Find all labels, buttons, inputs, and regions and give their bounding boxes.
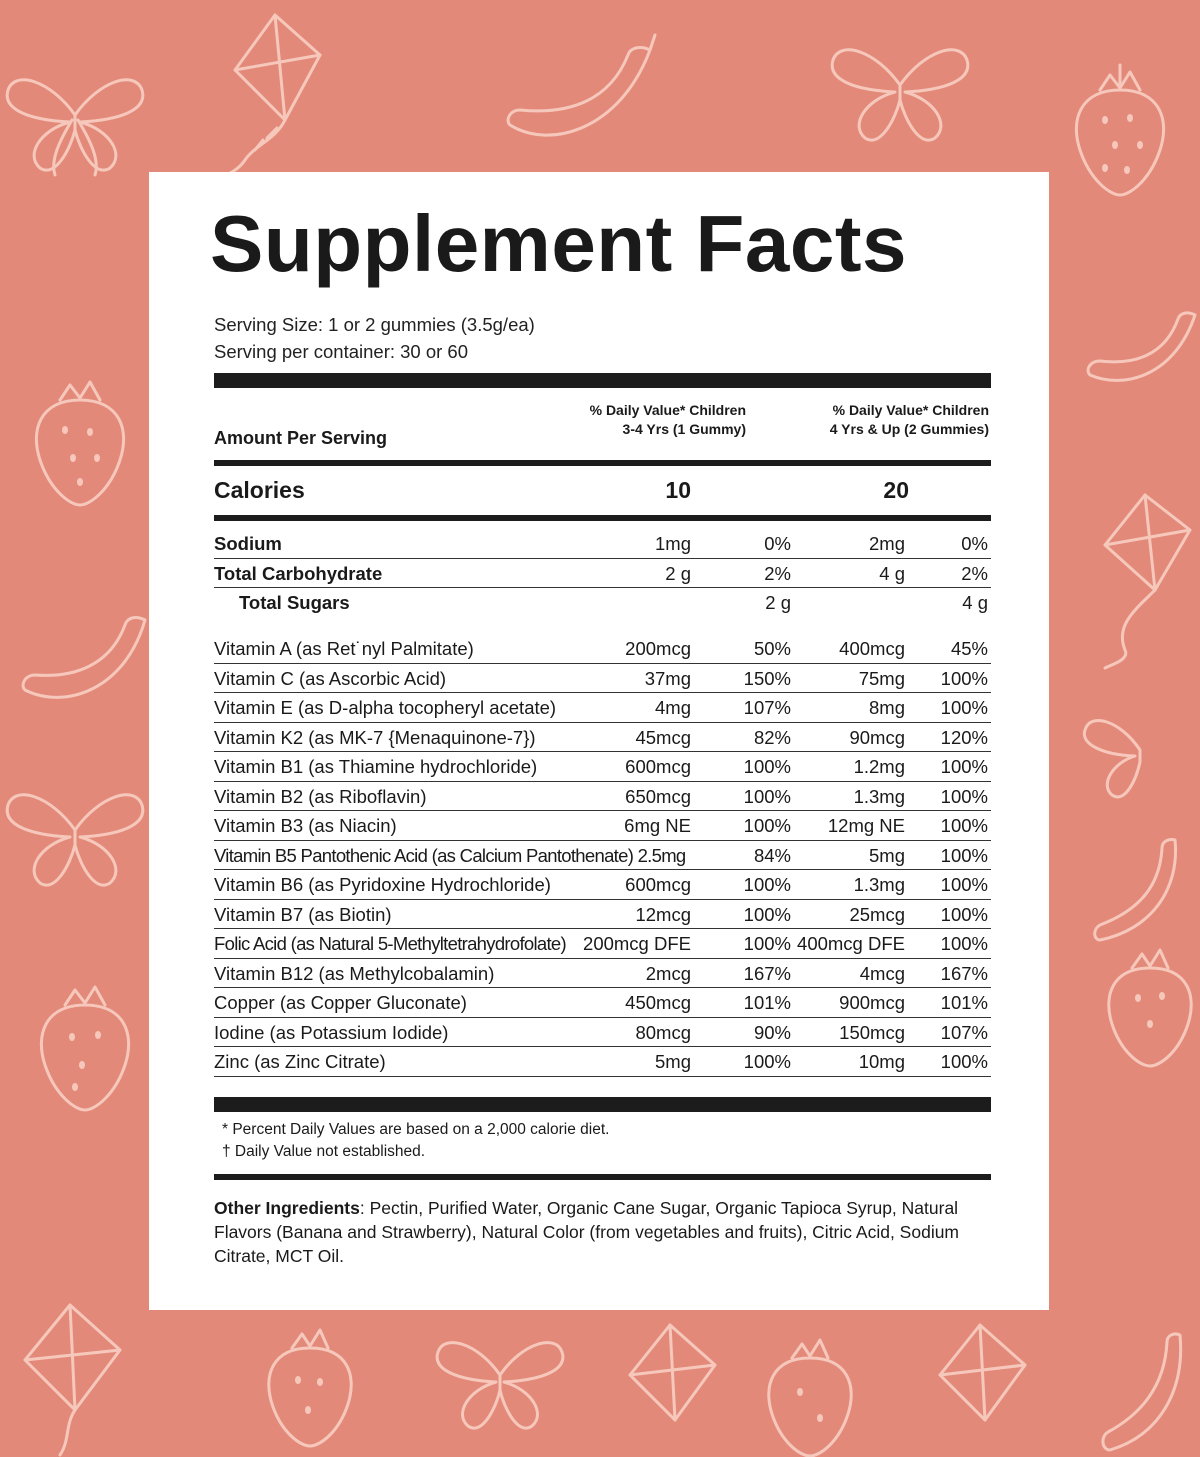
daily-value-4-yrs-up: 100%: [940, 1051, 988, 1072]
daily-value-3-4-yrs: 0%: [764, 533, 791, 554]
nutrient-name: Total Sugars: [239, 592, 350, 613]
amount-3-4-yrs: 600mcg: [625, 874, 691, 895]
daily-value-3-4-yrs: 2%: [764, 562, 791, 584]
nutrient-row: [214, 693, 991, 722]
amount-4-yrs-up: 2mg: [869, 533, 905, 554]
daily-value-3-4-yrs: 90%: [753, 1021, 791, 1043]
nutrient-name: Vitamin B1 (as Thiamine hydrochloride): [214, 756, 538, 777]
calories-value-b: 20: [883, 477, 909, 503]
amount-4-yrs-up: 400mcg: [839, 638, 905, 659]
nutrient-name: Vitamin E (as D-alpha tocopheryl acetate): [214, 697, 557, 718]
daily-value-4-yrs-up: 100%: [940, 844, 988, 866]
amount-3-4-yrs: 45mcg: [635, 726, 691, 748]
amount-per-serving-header: Amount Per Serving: [214, 428, 388, 448]
amount-3-4-yrs: 200mcg DFE: [583, 933, 691, 954]
daily-value-4-yrs-up: 100%: [940, 933, 988, 954]
daily-value-4-yrs-up: 120%: [940, 726, 988, 748]
amount-4-yrs-up: 1.3mg: [853, 874, 905, 895]
nutrient-row: [214, 752, 991, 781]
daily-value-3-4-yrs: 2 g: [765, 592, 791, 613]
daily-value-4-yrs-up: 0%: [961, 533, 988, 554]
daily-value-4-yrs-up: 100%: [940, 903, 988, 925]
daily-value-3-4-yrs: 100%: [743, 785, 791, 807]
amount-3-4-yrs: 1mg: [655, 533, 691, 554]
daily-value-3-4-yrs: 100%: [743, 815, 791, 836]
calories-value-a: 10: [665, 477, 691, 503]
daily-value-4-yrs-up: 45%: [950, 638, 988, 659]
amount-4-yrs-up: 1.2mg: [853, 756, 905, 777]
nutrient-name: Zinc (as Zinc Citrate): [214, 1051, 386, 1072]
footnote-percent-dv: * Percent Daily Values are based on a 2,000 calorie diet.: [222, 1121, 610, 1138]
amount-4-yrs-up: 4mcg: [859, 962, 905, 984]
nutrient-name: Vitamin K2 (as MK-7 {Menaquinone-7}): [214, 726, 536, 748]
nutrient-name: Total Carbohydrate: [214, 562, 383, 584]
strawberry-icon: [1100, 940, 1200, 1070]
nutrient-row: [214, 811, 991, 840]
banana-icon: [1080, 295, 1200, 395]
nutrient-name: Vitamin B3 (as Niacin): [214, 815, 397, 836]
strawberry-icon: [1065, 60, 1175, 200]
amount-4-yrs-up: 400mcg DFE: [797, 933, 905, 954]
butterfly-icon: [1080, 700, 1200, 810]
nutrient-name: Iodine (as Potassium Iodide): [214, 1021, 449, 1043]
serving-size: Serving Size: 1 or 2 gummies (3.5g/ea): [214, 314, 535, 335]
amount-3-4-yrs: 5mg: [655, 1051, 691, 1072]
nutrient-row: [214, 634, 991, 663]
ingredients-text: : Pectin, Purified Water, Organic Cane Sugar, Organic Tapioca Syrup, Natural Flavors (Banana and Strawberry), Natural Color (from vegetables and fruits), Citric Acid, Sodium Citrate, MCT Oil.: [214, 1198, 960, 1266]
daily-value-4-yrs-up: 107%: [940, 1021, 988, 1043]
nutrient-row: [214, 841, 991, 870]
amount-4-yrs-up: 4 g: [879, 562, 905, 584]
daily-value-4-yrs-up: 167%: [940, 962, 988, 984]
label-content: [210, 0, 991, 1457]
banana-icon: [15, 600, 155, 710]
nutrient-name: Folic Acid (as Natural 5-Methyltetrahydrofolate): [214, 933, 566, 954]
amount-3-4-yrs: 80mcg: [635, 1021, 691, 1043]
daily-value-3-4-yrs: 167%: [743, 962, 791, 984]
other-ingredients: [214, 1196, 991, 1268]
amount-4-yrs-up: 12mg NE: [827, 815, 905, 836]
nutrient-row: [214, 900, 991, 929]
medium-divider: [214, 515, 991, 521]
amount-3-4-yrs: 650mcg: [625, 785, 691, 807]
amount-3-4-yrs: 600mcg: [625, 756, 691, 777]
daily-value-3-4-yrs: 107%: [743, 697, 791, 718]
daily-value-3-4-yrs: 100%: [743, 933, 791, 954]
daily-value-4-yrs-up: 4 g: [962, 592, 988, 613]
nutrient-row: [214, 529, 991, 558]
daily-value-4-yrs-up: 101%: [940, 992, 988, 1013]
nutrient-row: [214, 988, 991, 1017]
daily-value-4-yrs-up: 100%: [940, 756, 988, 777]
daily-value-3-4-yrs: 100%: [743, 874, 791, 895]
daily-value-3-4-yrs: 150%: [743, 667, 791, 689]
amount-3-4-yrs: 2 g: [665, 562, 691, 584]
calories-label: Calories: [214, 477, 305, 503]
nutrient-name: Vitamin B2 (as Riboflavin): [214, 785, 427, 807]
row-divider: [214, 1076, 991, 1077]
nutrient-row: [214, 959, 991, 988]
amount-3-4-yrs: 6mg NE: [624, 815, 691, 836]
daily-value-4-yrs-up: 100%: [940, 697, 988, 718]
daily-value-3-4-yrs: 100%: [743, 903, 791, 925]
amount-4-yrs-up: 25mcg: [849, 903, 905, 925]
nutrient-name: Vitamin B12 (as Methylcobalamin): [214, 962, 495, 984]
amount-4-yrs-up: 150mcg: [839, 1021, 905, 1043]
amount-3-4-yrs: 4mg: [655, 697, 691, 718]
nutrient-name: Vitamin A (as Ret˙nyl Palmitate): [214, 638, 474, 659]
daily-value-3-4-yrs: 82%: [753, 726, 791, 748]
daily-value-4-yrs-up: 100%: [940, 815, 988, 836]
daily-value-3-4-yrs: 100%: [743, 756, 791, 777]
footnote-not-established: † Daily Value not established.: [222, 1143, 426, 1160]
amount-3-4-yrs: 200mcg: [625, 638, 691, 659]
amount-3-4-yrs: 2mcg: [645, 962, 691, 984]
nutrient-row: [214, 723, 991, 752]
amount-4-yrs-up: 75mg: [858, 667, 905, 689]
amount-4-yrs-up: 5mg: [869, 844, 905, 866]
amount-4-yrs-up: 8mg: [869, 697, 905, 718]
kite-icon: [0, 1300, 140, 1457]
amount-3-4-yrs: 450mcg: [625, 992, 691, 1013]
daily-value-3-4-yrs: 100%: [743, 1051, 791, 1072]
medium-divider: [214, 1174, 991, 1180]
medium-divider: [214, 460, 991, 466]
nutrient-name: Copper (as Copper Gluconate): [214, 992, 467, 1013]
amount-3-4-yrs: 12mcg: [635, 903, 691, 925]
butterfly-icon: [0, 60, 150, 180]
nutrient-row: [214, 559, 991, 588]
daily-value-3-4-yrs: 101%: [743, 992, 791, 1013]
amount-4-yrs-up: 1.3mg: [853, 785, 905, 807]
ingredients-label: Other Ingredients: [214, 1198, 360, 1218]
nutrient-row: [214, 664, 991, 693]
kite-icon: [1095, 490, 1195, 670]
amount-3-4-yrs: 37mg: [644, 667, 691, 689]
nutrient-row: [214, 1047, 991, 1076]
daily-value-4-yrs-up: 2%: [961, 562, 988, 584]
daily-value-4-yrs-up: 100%: [940, 785, 988, 807]
page-title: Supplement Facts: [210, 199, 908, 288]
banana-icon: [1080, 1320, 1200, 1457]
daily-value-4-yrs-up: 100%: [940, 667, 988, 689]
amount-4-yrs-up: 10mg: [858, 1051, 905, 1072]
banana-icon: [1080, 830, 1200, 950]
nutrient-row: [214, 929, 991, 958]
thick-divider: [214, 373, 991, 388]
nutrient-name: Sodium: [214, 533, 282, 554]
daily-value-3-4-yrs: 84%: [753, 844, 791, 866]
nutrient-name: Vitamin B5 Pantothenic Acid (as Calcium Pantothenate) 2.5mg: [214, 844, 686, 866]
daily-value-3-4-yrs: 50%: [753, 638, 791, 659]
strawberry-icon: [30, 975, 140, 1115]
thick-divider: [214, 1097, 991, 1112]
amount-4-yrs-up: 900mcg: [839, 992, 905, 1013]
column-header-4-yrs-up: % Daily Value* Children 4 Yrs & Up (2 Gummies): [829, 402, 989, 437]
nutrient-row: [214, 588, 991, 617]
servings-per-container: Serving per container: 30 or 60: [214, 341, 469, 362]
nutrient-row: [214, 1018, 991, 1047]
nutrient-row: [214, 782, 991, 811]
nutrient-name: Vitamin C (as Ascorbic Acid): [214, 667, 447, 689]
daily-value-4-yrs-up: 100%: [940, 874, 988, 895]
column-header-3-4-yrs: % Daily Value* Children 3-4 Yrs (1 Gummy): [589, 402, 746, 437]
strawberry-icon: [25, 370, 135, 510]
butterfly-icon: [0, 770, 150, 900]
amount-4-yrs-up: 90mcg: [849, 726, 905, 748]
nutrient-name: Vitamin B6 (as Pyridoxine Hydrochloride): [214, 874, 551, 895]
nutrient-name: Vitamin B7 (as Biotin): [214, 903, 392, 925]
nutrient-row: [214, 870, 991, 899]
